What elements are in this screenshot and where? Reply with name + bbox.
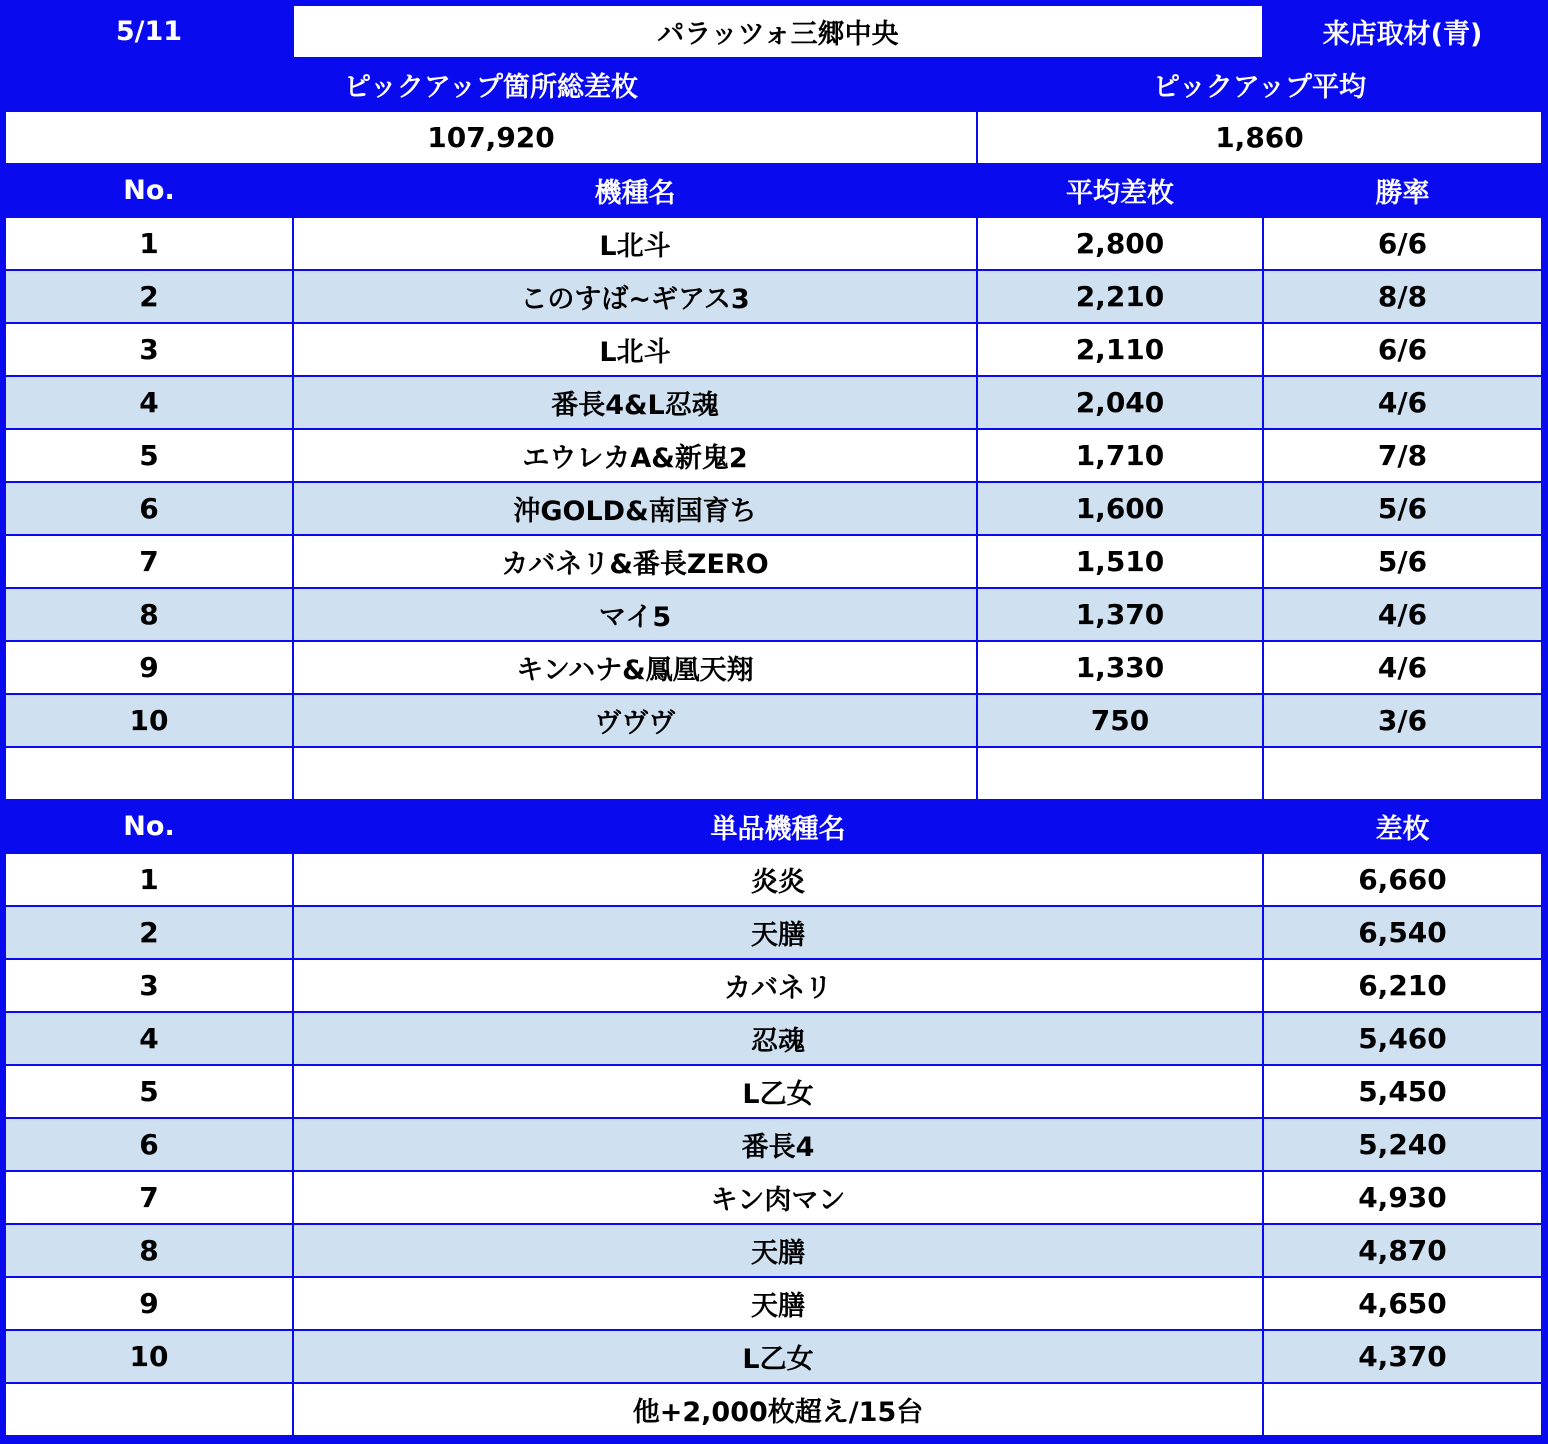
single-row-no: 4 — [6, 1013, 292, 1064]
single-row-diff: 6,540 — [1264, 907, 1541, 958]
pickup-row-avg: 2,040 — [978, 377, 1262, 428]
pickup-row-machine: キンハナ&鳳凰天翔 — [294, 642, 976, 693]
pickup-row-avg: 2,110 — [978, 324, 1262, 375]
single-row-diff: 4,650 — [1264, 1278, 1541, 1329]
total-diff-value: 107,920 — [6, 112, 976, 163]
single-row-no: 10 — [6, 1331, 292, 1382]
pickup-row-machine: このすば~ギアス3 — [294, 271, 976, 322]
average-value: 1,860 — [978, 112, 1541, 163]
single-row-diff: 4,370 — [1264, 1331, 1541, 1382]
pickup-row-machine: L北斗 — [294, 218, 976, 269]
single-row-diff: 5,460 — [1264, 1013, 1541, 1064]
footer-note: 他+2,000枚超え/15台 — [294, 1384, 1262, 1435]
pickup-row-no: 10 — [6, 695, 292, 746]
pickup-row-no: 8 — [6, 589, 292, 640]
pickup-row-avg: 2,800 — [978, 218, 1262, 269]
pickup-row-no: 6 — [6, 483, 292, 534]
single-row-machine: L乙女 — [294, 1066, 1262, 1117]
single-row-machine: カバネリ — [294, 960, 1262, 1011]
pickup-row-avg: 1,510 — [978, 536, 1262, 587]
pickup-row-machine: ヴヴヴ — [294, 695, 976, 746]
pickup-row-winrate: 6/6 — [1264, 218, 1541, 269]
single-row-machine: L乙女 — [294, 1331, 1262, 1382]
pickup-row-winrate: 4/6 — [1264, 642, 1541, 693]
total-diff-header: ピックアップ箇所総差枚 — [6, 59, 976, 110]
pickup-row-winrate: 5/6 — [1264, 536, 1541, 587]
pickup-row-avg: 750 — [978, 695, 1262, 746]
single-row-diff: 6,210 — [1264, 960, 1541, 1011]
pickup-row-avg: 2,210 — [978, 271, 1262, 322]
single-row-machine: 天膳 — [294, 1225, 1262, 1276]
single-row-diff: 4,930 — [1264, 1172, 1541, 1223]
single-row-no: 9 — [6, 1278, 292, 1329]
pickup-row-no: 9 — [6, 642, 292, 693]
single-row-diff: 5,240 — [1264, 1119, 1541, 1170]
spacer-cell — [1264, 748, 1541, 799]
pickup-row-no: 7 — [6, 536, 292, 587]
single-row-no: 7 — [6, 1172, 292, 1223]
single-row-machine: 忍魂 — [294, 1013, 1262, 1064]
pickup-row-avg: 1,330 — [978, 642, 1262, 693]
single-row-no: 1 — [6, 854, 292, 905]
spacer-cell — [978, 748, 1262, 799]
pickup-row-no: 1 — [6, 218, 292, 269]
single-row-no: 2 — [6, 907, 292, 958]
pickup-row-winrate: 3/6 — [1264, 695, 1541, 746]
single-row-diff: 4,870 — [1264, 1225, 1541, 1276]
pickup-row-machine: 沖GOLD&南国育ち — [294, 483, 976, 534]
average-header: ピックアップ平均 — [978, 59, 1541, 110]
footer-blank-cell — [1264, 1384, 1541, 1435]
pickup-row-winrate: 6/6 — [1264, 324, 1541, 375]
footer-blank-cell — [6, 1384, 292, 1435]
single-header-name: 単品機種名 — [294, 801, 1262, 852]
pickup-row-avg: 1,710 — [978, 430, 1262, 481]
pickup-header-name: 機種名 — [294, 165, 976, 216]
date-label: 5/11 — [6, 6, 292, 57]
pickup-header-avg: 平均差枚 — [978, 165, 1262, 216]
pickup-row-machine: マイ5 — [294, 589, 976, 640]
pickup-row-avg: 1,370 — [978, 589, 1262, 640]
pickup-row-machine: L北斗 — [294, 324, 976, 375]
pickup-row-no: 4 — [6, 377, 292, 428]
single-row-no: 6 — [6, 1119, 292, 1170]
single-row-diff: 5,450 — [1264, 1066, 1541, 1117]
pickup-row-machine: エウレカA&新鬼2 — [294, 430, 976, 481]
pickup-row-winrate: 4/6 — [1264, 377, 1541, 428]
pickup-row-winrate: 7/8 — [1264, 430, 1541, 481]
pickup-header-no: No. — [6, 165, 292, 216]
event-label: 来店取材(青) — [1264, 6, 1541, 57]
pickup-row-machine: カバネリ&番長ZERO — [294, 536, 976, 587]
single-row-no: 3 — [6, 960, 292, 1011]
single-row-no: 5 — [6, 1066, 292, 1117]
single-header-diff: 差枚 — [1264, 801, 1541, 852]
pickup-row-avg: 1,600 — [978, 483, 1262, 534]
pickup-row-no: 2 — [6, 271, 292, 322]
single-row-machine: 番長4 — [294, 1119, 1262, 1170]
single-header-no: No. — [6, 801, 292, 852]
pickup-row-winrate: 8/8 — [1264, 271, 1541, 322]
pickup-row-machine: 番長4&L忍魂 — [294, 377, 976, 428]
pickup-row-no: 3 — [6, 324, 292, 375]
pickup-row-no: 5 — [6, 430, 292, 481]
pickup-row-winrate: 5/6 — [1264, 483, 1541, 534]
single-row-machine: 天膳 — [294, 907, 1262, 958]
store-name: パラッツォ三郷中央 — [294, 6, 1262, 57]
single-row-no: 8 — [6, 1225, 292, 1276]
single-row-machine: キン肉マン — [294, 1172, 1262, 1223]
pickup-header-winrate: 勝率 — [1264, 165, 1541, 216]
single-row-machine: 炎炎 — [294, 854, 1262, 905]
spacer-cell — [6, 748, 292, 799]
single-row-machine: 天膳 — [294, 1278, 1262, 1329]
spacer-cell — [294, 748, 976, 799]
pickup-row-winrate: 4/6 — [1264, 589, 1541, 640]
single-row-diff: 6,660 — [1264, 854, 1541, 905]
